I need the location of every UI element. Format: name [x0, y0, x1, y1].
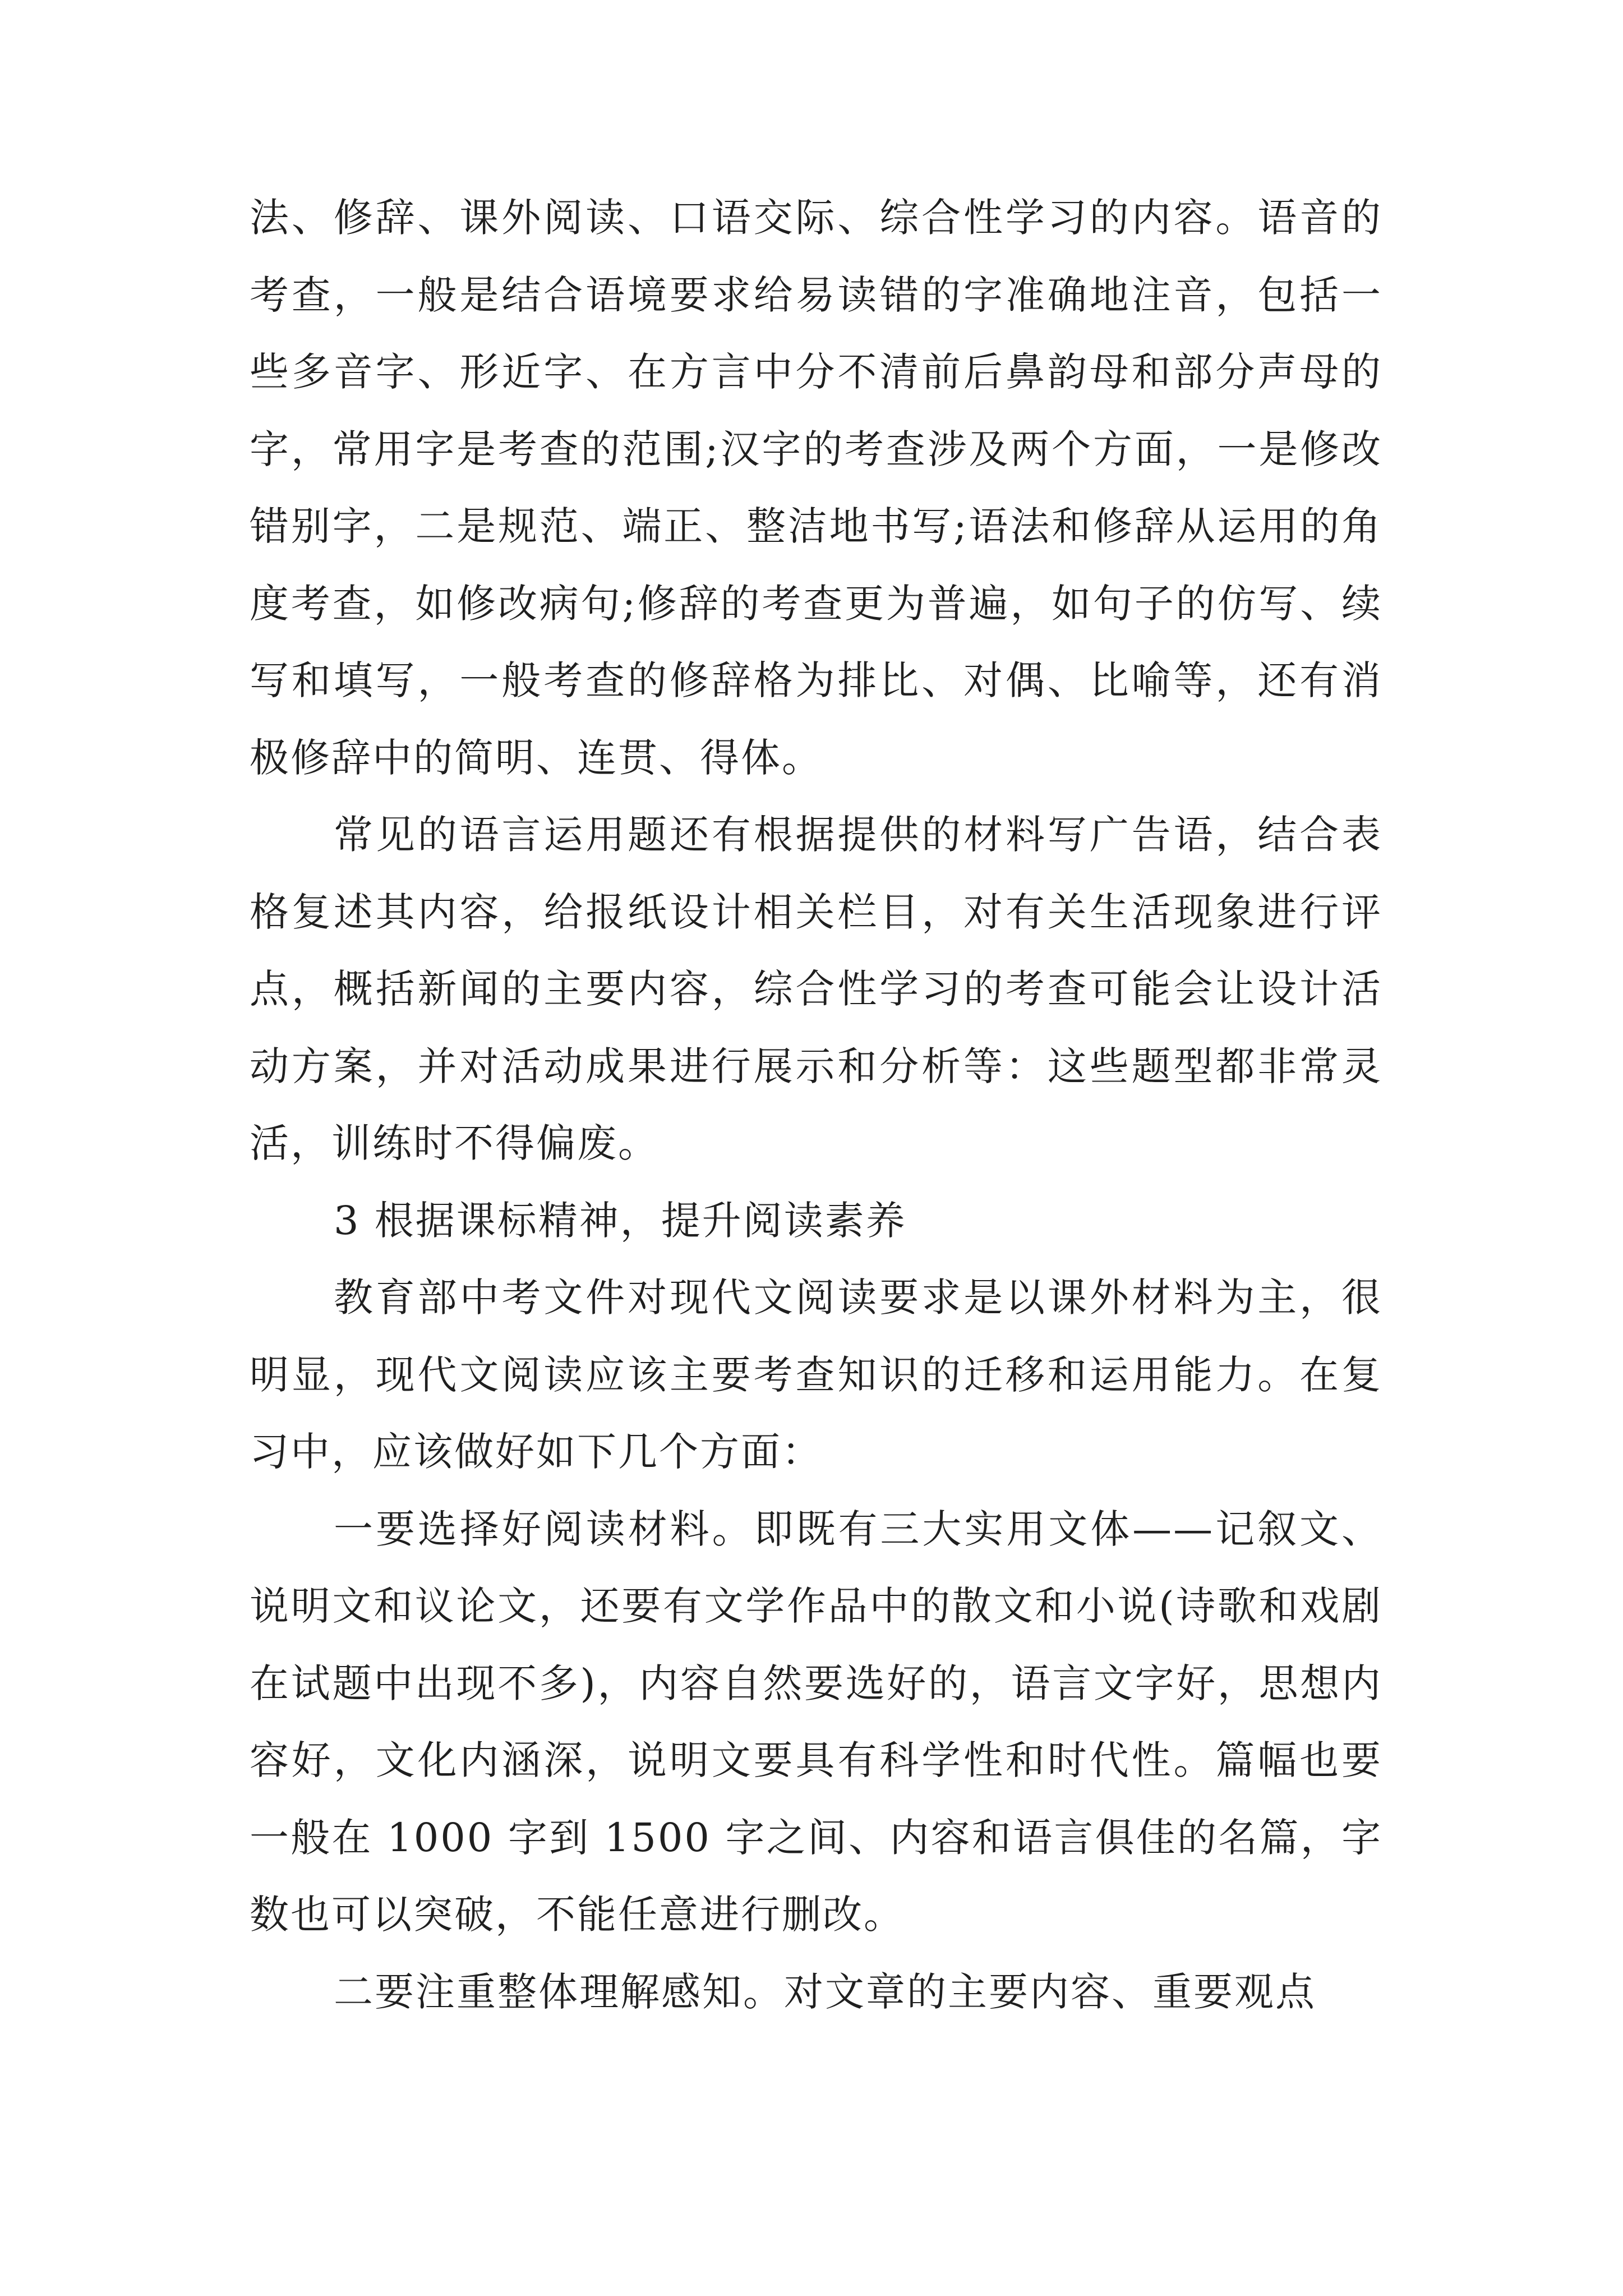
- paragraph-language-use: 常见的语言运用题还有根据提供的材料写广告语，结合表格复述其内容，给报纸设计相关栏目，对有关生活现象进行评点，概括新闻的主要内容，综合性学习的考查可能会让设计活动方案，并对活动成果进行展示和分析等：这些题型都非常灵活，训练时不得偏废。: [250, 812, 1382, 1166]
- paragraph-select-materials: 一要选择好阅读材料。即既有三大实用文体——记叙文、说明文和议论文，还要有文学作品中的散文和小说(诗歌和戏剧在试题中出现不多)，内容自然要选好的，语言文字好，思想内容好，文化内涵深，说明文要具有科学性和时代性。篇幅也要一般在 1000 字到 1500 字之间、内容和语言俱佳的名篇，字数也可以突破，不能任意进行删改。: [250, 1506, 1382, 1938]
- document-body: [250, 180, 1382, 2031]
- paragraph-continued: 法、修辞、课外阅读、口语交际、综合性学习的内容。语音的考查，一般是结合语境要求给易读错的字准确地注音，包括一些多音字、形近字、在方言中分不清前后鼻韵母和部分声母的字，常用字是考查的范围;汉字的考查涉及两个方面，一是修改错别字，二是规范、端正、整洁地书写;语法和修辞从运用的角度考查，如修改病句;修辞的考查更为普遍，如句子的仿写、续写和填写，一般考查的修辞格为排比、对偶、比喻等，还有消极修辞中的简明、连贯、得体。: [250, 195, 1382, 781]
- paragraph-reading-requirements: 教育部中考文件对现代文阅读要求是以课外材料为主，很明显，现代文阅读应该主要考查知识的迁移和运用能力。在复习中，应该做好如下几个方面：: [250, 1274, 1382, 1475]
- section-heading: 3 根据课标精神，提升阅读素养: [334, 1197, 907, 1244]
- paragraph-overall-understanding: 二要注重整体理解感知。对文章的主要内容、重要观点: [334, 1968, 1316, 2015]
